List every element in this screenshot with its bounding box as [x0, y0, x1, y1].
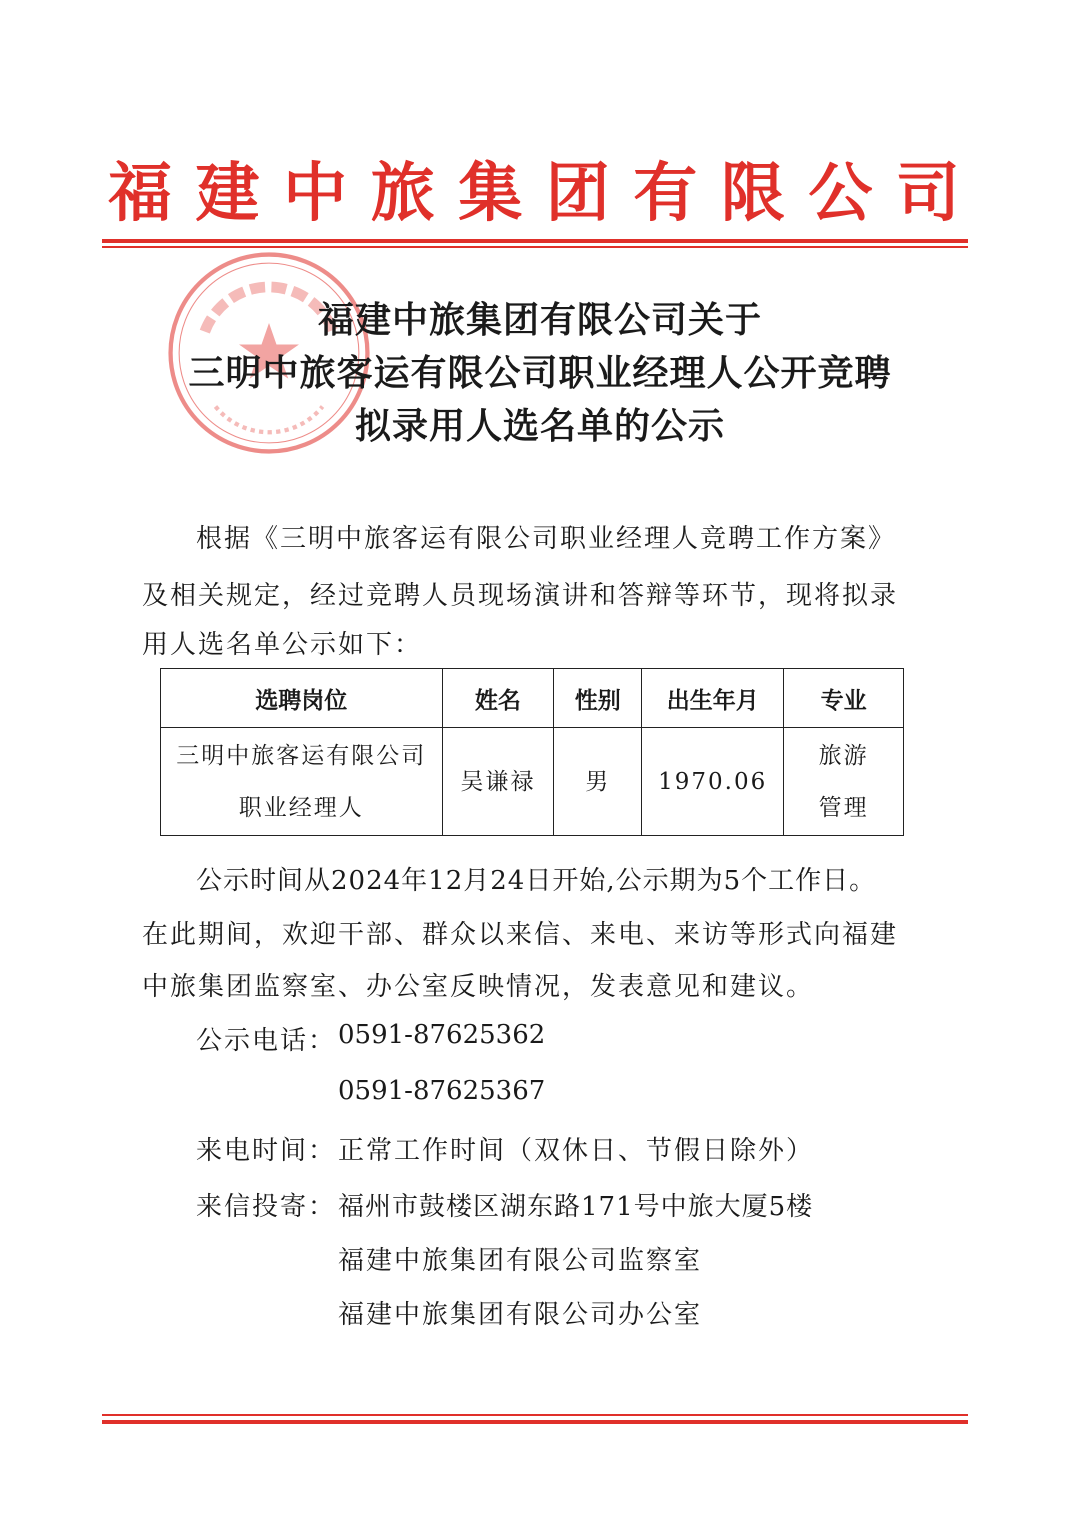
major-line-1: 旅游 [818, 742, 869, 769]
letterhead-char: 司 [895, 156, 960, 231]
mail-address: 福州市鼓楼区湖东路171号中旅大厦5楼 [338, 1192, 814, 1222]
hours-value: 正常工作时间（双休日、节假日除外） [338, 1136, 815, 1166]
table-header-row [161, 669, 904, 728]
mail-recipient-2: 福建中旅集团有限公司办公室 [338, 1300, 703, 1330]
cell-gender: 男 [554, 728, 642, 836]
header-birth: 出生年月 [642, 669, 784, 728]
letterhead-char: 团 [545, 156, 610, 231]
letterhead-char: 集 [458, 156, 523, 231]
footer-rule-top [102, 1414, 968, 1416]
candidate-table [160, 668, 904, 836]
cell-position [161, 728, 443, 836]
notice-title-line-1: 福建中旅集团有限公司关于 [317, 300, 762, 341]
phone-number-2: 0591-87625367 [338, 1076, 546, 1106]
cell-major [784, 728, 904, 836]
major-line-2: 管理 [818, 794, 869, 821]
notice-title-line-3: 拟录用人选名单的公示 [354, 406, 725, 447]
cell-name: 吴谦禄 [442, 728, 554, 836]
mail-recipient-1: 福建中旅集团有限公司监察室 [338, 1246, 703, 1276]
letterhead-char: 限 [720, 156, 785, 231]
letterhead-char: 建 [195, 156, 260, 231]
position-line-2: 职业经理人 [238, 794, 364, 821]
phone-number-1: 0591-87625362 [338, 1020, 546, 1050]
header-gender: 性别 [554, 669, 642, 728]
header-position: 选聘岗位 [161, 669, 443, 728]
letterhead-char: 福 [108, 156, 172, 231]
phone-label: 公示电话： [196, 1026, 337, 1056]
notice-line-2: 在此期间，欢迎干部、群众以来信、来电、来访等形式向福建 [142, 920, 899, 950]
table-row [161, 728, 904, 836]
letterhead-char: 有 [633, 156, 698, 231]
position-line-1: 三明中旅客运有限公司 [176, 742, 427, 769]
letterhead [100, 148, 968, 231]
letterhead-rule-top [102, 239, 968, 243]
notice-line-1: 公示时间从2024年12月24日开始,公示期为5个工作日。 [196, 866, 877, 896]
header-major: 专业 [784, 669, 904, 728]
cell-birth: 1970.06 [642, 728, 784, 836]
hours-label: 来电时间： [196, 1136, 337, 1166]
mail-label: 来信投寄： [196, 1192, 337, 1222]
intro-line-1: 根据《三明中旅客运有限公司职业经理人竞聘工作方案》 [196, 524, 897, 554]
letterhead-char: 中 [283, 156, 348, 231]
intro-line-2: 及相关规定，经过竞聘人员现场演讲和答辩等环节，现将拟录 [142, 581, 899, 611]
header-name: 姓名 [442, 669, 554, 728]
notice-title-line-2: 三明中旅客运有限公司职业经理人公开竞聘 [188, 353, 892, 394]
letterhead-char: 旅 [370, 156, 435, 231]
footer-rule-bottom [102, 1420, 968, 1424]
letterhead-char: 公 [808, 156, 873, 231]
notice-line-3: 中旅集团监察室、办公室反映情况，发表意见和建议。 [142, 972, 815, 1002]
intro-line-3: 用人选名单公示如下： [142, 630, 423, 660]
